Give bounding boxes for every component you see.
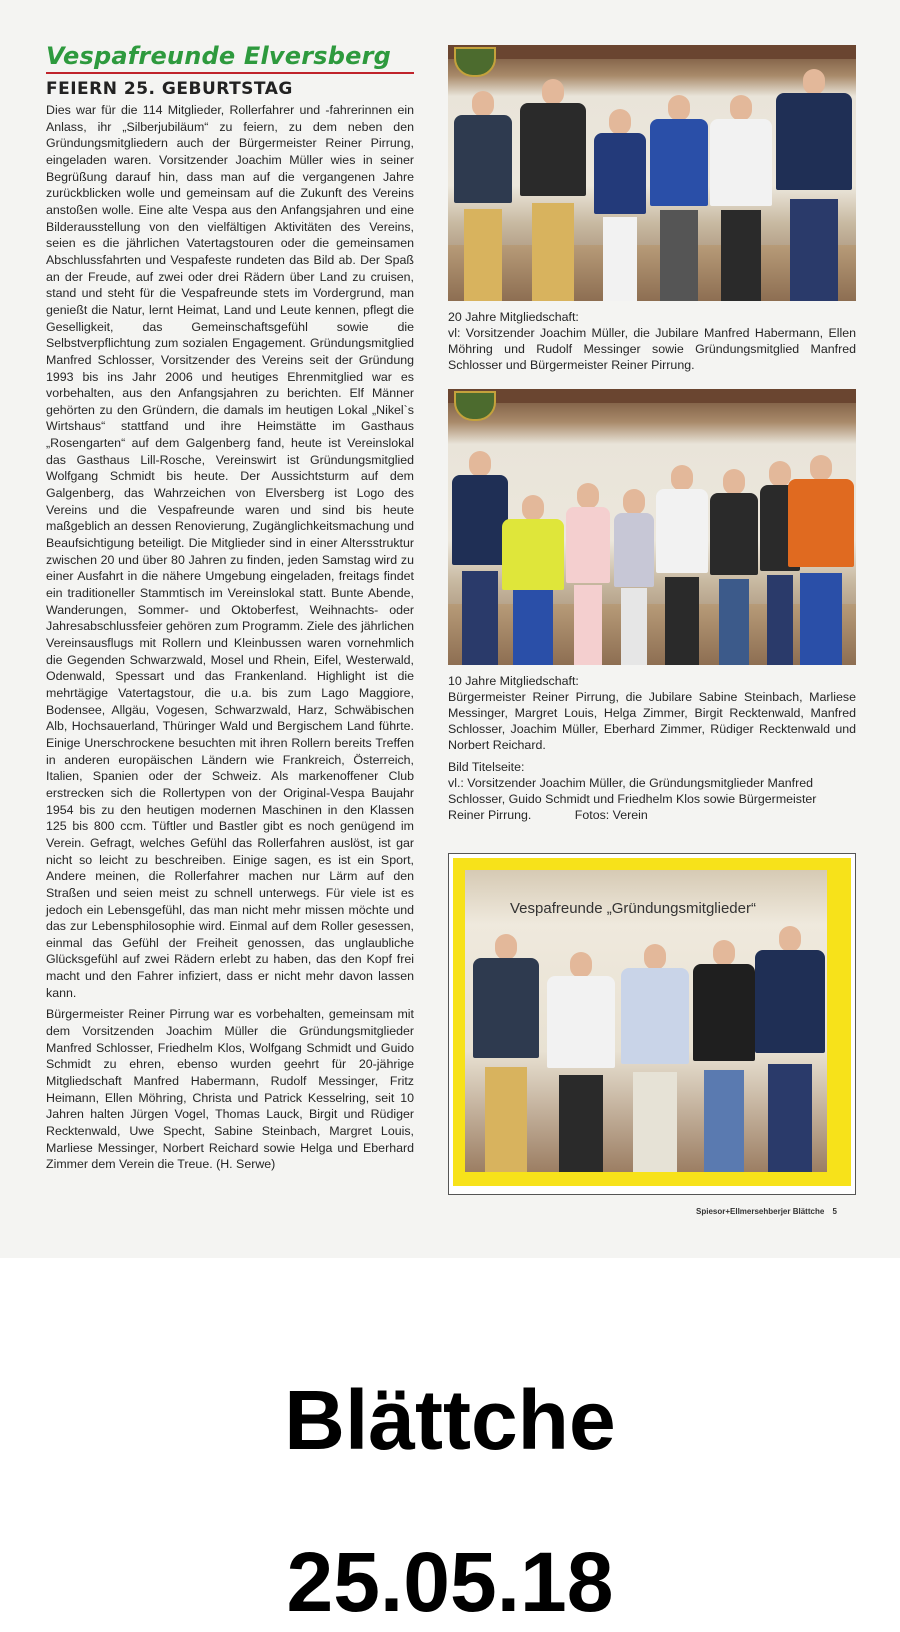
- photo-10-years-members: [448, 389, 856, 665]
- photo-credit: Fotos: Verein: [574, 808, 648, 822]
- person-figure: [502, 495, 564, 665]
- person-figure: [614, 489, 654, 665]
- person-figure: [650, 95, 708, 301]
- person-figure: [776, 69, 852, 301]
- person-figure: [452, 451, 508, 665]
- photo-20-years-members: [448, 45, 856, 301]
- archive-label: Blättche: [284, 1373, 616, 1467]
- article-paragraph-1: Dies war für die 114 Mitglieder, Rollerfahrer und -fahrerinnen ein Anlass, ihr „Silberjubiläum“ zu feiern, zu dem neben den Gründungsmitgliedern auch der Bürgermeister Reiner Pirrung, eingeladen waren. Vorsitzender Joachim Müller wies in seiner Begrüßung darauf hin, dass man auf die vergangenen Jahre zurückblicken wolle und gemeinsam auf die Zukunft des Vereins anstoßen wolle. Eine alte Vespa aus den Anfangsjahren und eine Bilderausstellung von den vielfältigen Aktivitäten des Vereins, seien es die jährlichen Vatertagstouren oder die gemeinsamen Abschlussfahrten und Vespafeste rundeten das Bild ab. Der Spaß an der Freude, auf zwei oder drei Rädern über Land zu cruisen, stand und steht für die Vespafreunde stets im Vordergrund, man genießt die Natur, lernt Heimat, Land und Leute kennen, pflegt die Geselligkeit, das Gemeinschaftsgefühl sowie die Selbstverpflichtung zum sozialen Engagement. Gründungsmitglied Manfred Schlosser, Vorsitzender des Vereins seit der Gründung 1993 bis ins Jahr 2006 und heutiges Ehrenmitglied war es vorbehalten, aus den Anfangsjahren zu berichten. Elf Männer gehörten zu den Gründern, die damals im heutigen Lokal „Nikel`s Wirtshaus“ stattfand und ihre Heimstätte im Gasthaus „Rosengarten“ auf dem Galgenberg fand, heute ist Vereinslokal das Gasthaus Lill-Rosche, Vereinswirt ist Gründungsmitglied Wolfgang Schmidt bis heute. Der Aussichtsturm auf dem Galgenberg, das Wahrzeichen von Elversberg ist Logo des Vereins und die Vespafreunde waren und sind bis heute maßgeblich an dessen Renovierung, Zugänglichkeitsmachung und Beaufsichtigung beteiligt. Die Mitglieder sind in einer Altersstruktur zwischen 20 und über 80 Jahren zu finden, jeden Samstag wird zu einer Ausfahrt in die nähere Umgebung eingeladen, freitags findet ein traditioneller Stammtisch im Vereinslokal statt. Bunte Abende, Wanderungen, Sommer- und Oktoberfest, Weihnachts- oder Jahresabschlussfeier gehören zum Programm. Ziele des jährlichen Vereinsausflugs mit Rollern und Kleinbussen waren vornehmlich die Gegenden Schwarzwald, Mosel und Rhein, Eifel, Westerwald, Odenwald, Spessart und das Frankenland. Highlight ist die mehrtägige Vatertagstour, die u.a. bis zum Lago Maggiore, Bodensee, Allgäu, Vogesen, Schwarzwald, Harz, Schwäbischen Alb, Hochsauerland, Thüringer Wald und Bergischem Land führte. Einige Unerschrockene besuchten mit ihren Rollern bereits Treffen in anderen europäischen Ländern wie Frankreich, Österreich, Italien, Spanien oder der Schweiz. Als markenoffener Club erstrecken sich die Rollertypen von der Original-Vespa Baujahr 1954 bis zu den heutigen modernen Maschinen in den Klassen 125 bis 800 ccm. Tüftler und Bastler gibt es noch genügend im Verein. Gefragt, welches Gefühl das Rollerfahren auslöst, ist gar nicht so leicht zu beschreiben. Einige sagen, es ist ein Sport, Andere meinen, die Rollerfahrer machen nur Lärm auf den Straßen und seien meist zu schnell unterwegs. Für viele ist es jedoch ein Lebensgefühl, das man nicht mehr missen möchte und das zur Lebensphilosophie wird. Einmal auf dem Roller gesessen, einmal das Gefühl der Freiheit genossen, das unglaubliche Glücksgefühl auf zwei Rädern erlebt zu haben, das den Kopf frei macht und den Fahrer infiziert, dass er nicht mehr davon lassen kann.: [46, 103, 414, 1000]
- person-figure: [656, 465, 708, 665]
- photo1-caption: [448, 309, 856, 373]
- yellow-frame: [453, 858, 851, 1186]
- cover-caption: [448, 759, 856, 823]
- person-figure: [594, 109, 646, 301]
- page-number: 5: [832, 1207, 837, 1216]
- photo1-caption-title: 20 Jahre Mitgliedschaft:: [448, 310, 579, 324]
- photo2-caption-title: 10 Jahre Mitgliedschaft:: [448, 674, 579, 688]
- person-figure: [710, 95, 772, 301]
- article-headline: FEIERN 25. GEBURTSTAG: [46, 79, 293, 99]
- photo-column: [448, 45, 856, 823]
- photo2-caption-text: Bürgermeister Reiner Pirrung, die Jubilare Sabine Steinbach, Marliese Messinger, Margret Louis, Helga Zimmer, Birgit Recktenwald, Manfred Schlosser, Joachim Müller, Eberhard Zimmer, Rüdiger Recktenwald und Norbert Reichard.: [448, 690, 856, 752]
- page-footer: [696, 1207, 837, 1216]
- archive-date: 25.05.18: [286, 1535, 614, 1629]
- photo2-caption: [448, 673, 856, 753]
- cover-caption-text: vl.: Vorsitzender Joachim Müller, die Gründungsmitglieder Manfred Schlosser, Guido Schmidt und Friedhelm Klos sowie Bürgermeister Reiner Pirrung.: [448, 776, 817, 822]
- person-figure: [520, 79, 586, 301]
- person-figure: [547, 952, 615, 1172]
- person-figure: [710, 469, 758, 665]
- person-figure: [788, 455, 854, 665]
- founders-photo-title: Vespafreunde „Gründungsmitglieder“: [510, 900, 756, 917]
- person-figure: [473, 934, 539, 1172]
- founders-photo: [465, 870, 827, 1172]
- person-figure: [693, 940, 755, 1172]
- club-emblem-icon: [454, 47, 496, 77]
- cover-caption-title: Bild Titelseite:: [448, 760, 525, 774]
- founders-photo-frame: [448, 853, 856, 1195]
- person-figure: [566, 483, 610, 665]
- publication-name: Spiesor+Ellmersehberjer Blättche: [696, 1207, 825, 1216]
- article-column: [46, 42, 414, 1173]
- person-figure: [454, 91, 512, 301]
- person-figure: [755, 926, 825, 1172]
- person-figure: [621, 944, 689, 1172]
- article-paragraph-2: Bürgermeister Reiner Pirrung war es vorbehalten, gemeinsam mit dem Vorsitzenden Joachim Müller die Gründungsmitglieder Manfred Schlosser, Friedhelm Klos, Wolfgang Schmidt und Guido Schmidt zu ehren, ebenso wurden geehrt für 20-jährige Mitgliedschaft Manfred Habermann, Rudolf Messinger, Fritz Heimann, Ellen Möhring, Christa und Patrick Kesselring, seit 10 Jahren halten Jürgen Vogel, Thomas Lauck, Birgit und Rüdiger Recktenwald, Uwe Specht, Sabine Steinbach, Margret Louis, Marliese Messinger, Norbert Reichard sowie Helga und Eberhard Zimmer dem Verein die Treue. (H. Serwe): [46, 1007, 414, 1172]
- club-name-heading: Vespafreunde Elversberg: [46, 42, 392, 70]
- photo1-caption-text: vl: Vorsitzender Joachim Müller, die Jubilare Manfred Habermann, Ellen Möhring und Rudolf Messinger sowie Gründungsmitglied Manfred Schlosser und Bürgermeister Reiner Pirrung.: [448, 326, 856, 372]
- club-emblem-icon: [454, 391, 496, 421]
- heading-rule: [46, 72, 414, 74]
